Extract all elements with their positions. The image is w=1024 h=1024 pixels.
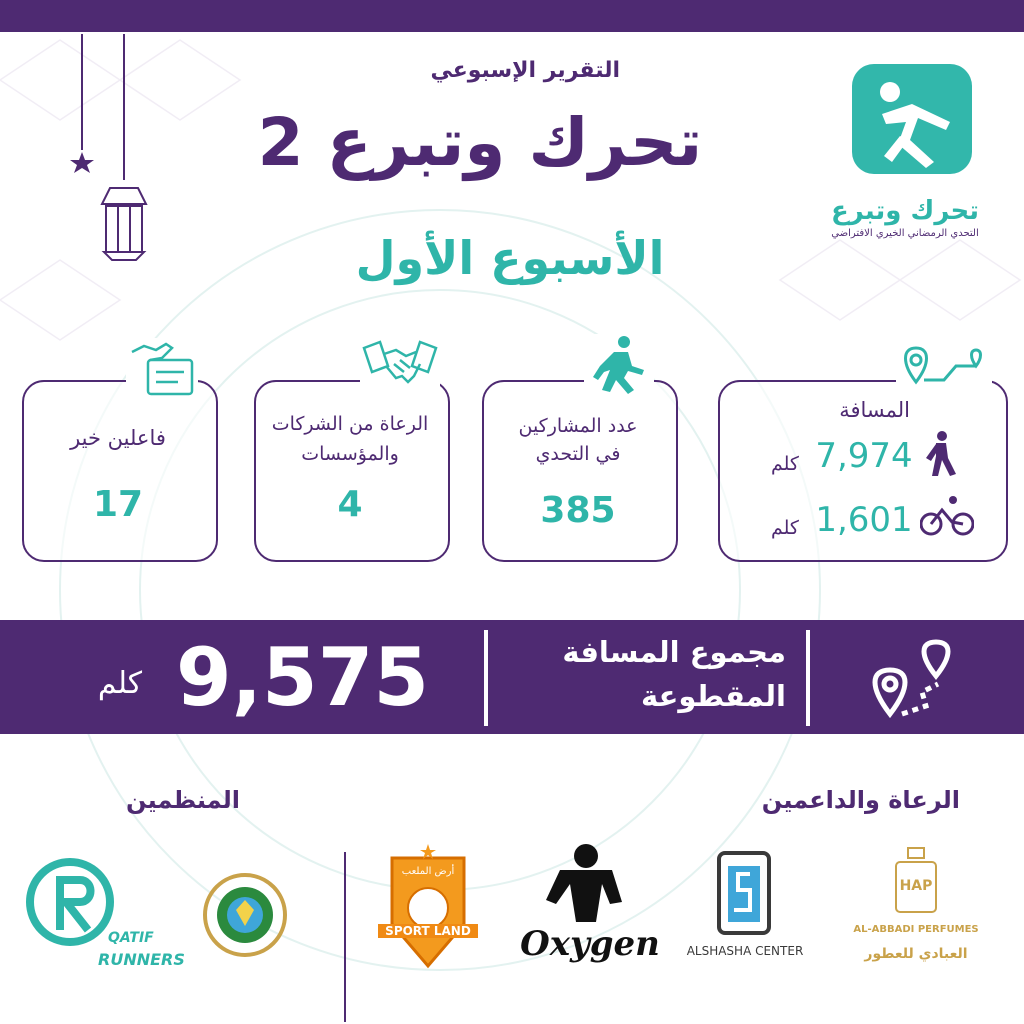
sponsors-label-line2: والمؤسسات: [301, 443, 399, 465]
qatif-runners-r-icon: [24, 856, 120, 952]
walk-distance-unit: كلم: [771, 453, 799, 475]
walking-icon: [918, 430, 960, 478]
charity-association-emblem-icon: [200, 870, 290, 960]
qatif-runners-logo: [24, 856, 204, 976]
report-kicker: التقرير الإسبوعي: [430, 58, 620, 83]
lantern-icon: [82, 34, 146, 260]
alshasha-text: ALSHASHA CENTER: [686, 944, 804, 958]
walk-distance-value: 7,974: [815, 436, 913, 476]
page-title: تحرك وتبرع 2: [257, 104, 703, 181]
qatif-line2-text: RUNNERS: [98, 950, 185, 969]
sponsors-section-title: الرعاة والداعمين: [761, 786, 960, 814]
running-person-icon: [584, 334, 654, 396]
bike-distance-value: 1,601: [815, 500, 913, 540]
donors-card: [22, 380, 218, 562]
app-logo: [852, 64, 972, 174]
bicycle-icon: [920, 494, 974, 538]
total-distance-unit: كلم: [97, 666, 143, 701]
handshake-icon: [360, 336, 440, 394]
star-icon: [70, 152, 94, 173]
abbadi-ar-text: العبادي للعطور: [864, 946, 968, 962]
abbadi-perfumes-logo: [846, 846, 986, 976]
bar-divider: [806, 630, 810, 726]
total-label-line1: مجموع المسافة: [562, 635, 786, 669]
bar-divider: [484, 630, 488, 726]
participants-label-line1: عدد المشاركين: [518, 415, 638, 437]
logos-divider: [344, 852, 346, 1022]
total-distance-value: 9,575: [176, 631, 430, 724]
donors-label: فاعلين خير: [70, 426, 166, 450]
abbadi-top-text: HAP: [899, 878, 933, 894]
donation-icon: [126, 338, 198, 400]
participants-label-line2: في التحدي: [535, 443, 621, 465]
organizers-section-title: المنظمين: [126, 786, 240, 814]
route-icon: [896, 340, 992, 392]
sport-land-ar-text: أرض الملعب: [401, 866, 455, 877]
participants-value: 385: [540, 490, 616, 531]
week-title: الأسبوع الأول: [355, 231, 665, 285]
total-label-line2: المقطوعة: [641, 679, 786, 713]
distance-label: المسافة: [839, 398, 910, 422]
donors-value: 17: [92, 484, 144, 525]
app-logo-subtitle: التحدي الرمضاني الخيري الافتراضي: [831, 228, 979, 239]
oxygen-text: Oxygen: [520, 924, 660, 964]
abbadi-en-text: AL-ABBADI PERFUMES: [853, 924, 979, 935]
sponsors-card: [254, 380, 450, 562]
app-logo-name: تحرك وتبرع: [830, 196, 980, 226]
sport-land-shield-icon: [378, 840, 478, 970]
alshasha-center-logo: [680, 850, 810, 966]
bike-distance-unit: كلم: [771, 517, 799, 539]
participants-card: [482, 380, 678, 562]
sponsors-value: 4: [337, 484, 363, 525]
sponsors-label-line1: الرعاة من الشركات: [271, 413, 429, 435]
oxygen-logo: [510, 842, 670, 966]
athlete-silhouette-icon: [540, 842, 626, 926]
top-bar: [0, 0, 1024, 32]
route-pin-icon: [866, 636, 962, 720]
total-distance-label: [496, 630, 786, 718]
qatif-line1-text: QATIF: [108, 930, 154, 946]
phone-icon: [716, 850, 772, 936]
sport-land-en-text: SPORT LAND: [378, 924, 478, 938]
runner-logo-icon: [852, 64, 972, 174]
sport-land-logo: [378, 840, 478, 970]
